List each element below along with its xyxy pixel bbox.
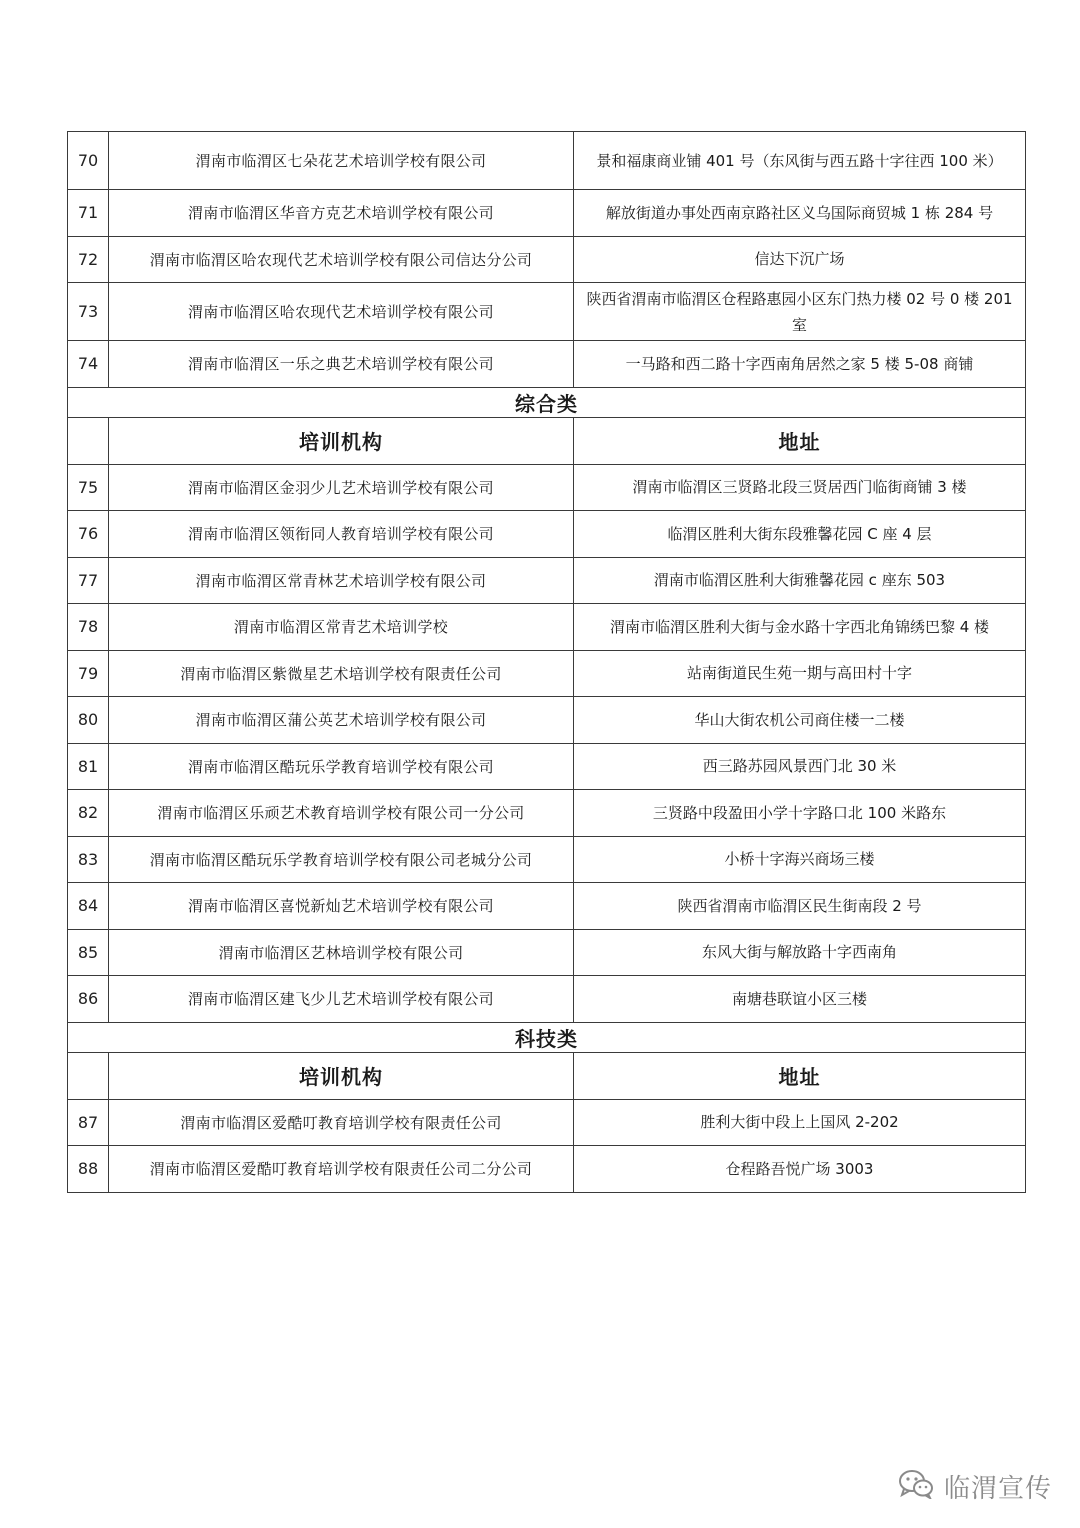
- institution-address: 胜利大街中段上上国风 2-202: [574, 1099, 1026, 1146]
- row-number: 75: [68, 464, 109, 511]
- header-num-cell: [68, 1052, 109, 1099]
- table-row: [68, 1099, 1026, 1146]
- row-number: 84: [68, 883, 109, 930]
- table-row: [68, 836, 1026, 883]
- institution-address: 小桥十字海兴商场三楼: [574, 836, 1026, 883]
- table-body: [68, 132, 1026, 1193]
- institution-name: 渭南市临渭区一乐之典艺术培训学校有限公司: [109, 341, 574, 388]
- header-org: 培训机构: [109, 1052, 574, 1099]
- row-number: 80: [68, 697, 109, 744]
- table-row: [68, 976, 1026, 1023]
- institution-address: 陕西省渭南市临渭区仓程路惠园小区东门热力楼 02 号 0 楼 201 室: [574, 283, 1026, 341]
- row-number: 71: [68, 190, 109, 237]
- institution-name: 渭南市临渭区喜悦新灿艺术培训学校有限公司: [109, 883, 574, 930]
- row-number: 82: [68, 790, 109, 837]
- institution-address: 南塘巷联谊小区三楼: [574, 976, 1026, 1023]
- institution-address: 三贤路中段盈田小学十字路口北 100 米路东: [574, 790, 1026, 837]
- institution-name: 渭南市临渭区哈农现代艺术培训学校有限公司: [109, 283, 574, 341]
- row-number: 88: [68, 1146, 109, 1193]
- institution-address: 渭南市临渭区胜利大街雅馨花园 c 座东 503: [574, 557, 1026, 604]
- wechat-icon: [898, 1469, 934, 1503]
- table-row: [68, 557, 1026, 604]
- institution-name: 渭南市临渭区酷玩乐学教育培训学校有限公司: [109, 743, 574, 790]
- institution-name: 渭南市临渭区爱酷叮教育培训学校有限责任公司: [109, 1099, 574, 1146]
- table-row: [68, 1146, 1026, 1193]
- row-number: 81: [68, 743, 109, 790]
- category-row: [68, 1022, 1026, 1052]
- institution-address: 站南街道民生苑一期与高田村十字: [574, 650, 1026, 697]
- table-row: [68, 650, 1026, 697]
- institution-name: 渭南市临渭区金羽少儿艺术培训学校有限公司: [109, 464, 574, 511]
- institution-name: 渭南市临渭区领衔同人教育培训学校有限公司: [109, 511, 574, 558]
- table-row: [68, 190, 1026, 237]
- institution-name: 渭南市临渭区常青林艺术培训学校有限公司: [109, 557, 574, 604]
- category-title: 科技类: [68, 1022, 1026, 1052]
- institution-address: 西三路苏园风景西门北 30 米: [574, 743, 1026, 790]
- table-row: [68, 236, 1026, 283]
- table-row: [68, 283, 1026, 341]
- header-addr: 地址: [574, 417, 1026, 464]
- table-row: [68, 743, 1026, 790]
- institution-name: 渭南市临渭区哈农现代艺术培训学校有限公司信达分公司: [109, 236, 574, 283]
- row-number: 78: [68, 604, 109, 651]
- row-number: 76: [68, 511, 109, 558]
- institution-address: 景和福康商业铺 401 号（东风街与西五路十字往西 100 米）: [574, 132, 1026, 190]
- watermark-text: 临渭宣传: [944, 1473, 1053, 1504]
- institution-address: 信达下沉广场: [574, 236, 1026, 283]
- table-row: [68, 790, 1026, 837]
- table-row: [68, 464, 1026, 511]
- institution-name: 渭南市临渭区七朵花艺术培训学校有限公司: [109, 132, 574, 190]
- category-row: [68, 387, 1026, 417]
- institution-name: 渭南市临渭区乐顽艺术教育培训学校有限公司一分公司: [109, 790, 574, 837]
- column-header-row: [68, 1052, 1026, 1099]
- category-title: 综合类: [68, 387, 1026, 417]
- table-row: [68, 697, 1026, 744]
- row-number: 83: [68, 836, 109, 883]
- header-org: 培训机构: [109, 417, 574, 464]
- institution-name: 渭南市临渭区常青艺术培训学校: [109, 604, 574, 651]
- header-addr: 地址: [574, 1052, 1026, 1099]
- institution-address: 临渭区胜利大街东段雅馨花园 C 座 4 层: [574, 511, 1026, 558]
- table-row: [68, 511, 1026, 558]
- table-row: [68, 341, 1026, 388]
- institution-address: 东风大街与解放路十字西南角: [574, 929, 1026, 976]
- table-row: [68, 883, 1026, 930]
- institution-name: 渭南市临渭区华音方克艺术培训学校有限公司: [109, 190, 574, 237]
- row-number: 74: [68, 341, 109, 388]
- column-header-row: [68, 417, 1026, 464]
- institution-name: 渭南市临渭区建飞少儿艺术培训学校有限公司: [109, 976, 574, 1023]
- header-num-cell: [68, 417, 109, 464]
- watermark: [898, 1466, 1052, 1506]
- table-row: [68, 604, 1026, 651]
- institution-address: 华山大街农机公司商住楼一二楼: [574, 697, 1026, 744]
- row-number: 86: [68, 976, 109, 1023]
- institution-address: 一马路和西二路十字西南角居然之家 5 楼 5-08 商铺: [574, 341, 1026, 388]
- institution-address: 仓程路吾悦广场 3003: [574, 1146, 1026, 1193]
- row-number: 79: [68, 650, 109, 697]
- table-row: [68, 929, 1026, 976]
- institution-address: 渭南市临渭区三贤路北段三贤居西门临街商铺 3 楼: [574, 464, 1026, 511]
- institution-address: 渭南市临渭区胜利大街与金水路十字西北角锦绣巴黎 4 楼: [574, 604, 1026, 651]
- row-number: 87: [68, 1099, 109, 1146]
- institution-name: 渭南市临渭区酷玩乐学教育培训学校有限公司老城分公司: [109, 836, 574, 883]
- institution-address: 解放街道办事处西南京路社区义乌国际商贸城 1 栋 284 号: [574, 190, 1026, 237]
- institution-name: 渭南市临渭区紫微星艺术培训学校有限责任公司: [109, 650, 574, 697]
- institution-table: [67, 131, 1026, 1193]
- table-row: [68, 132, 1026, 190]
- row-number: 70: [68, 132, 109, 190]
- institution-address: 陕西省渭南市临渭区民生街南段 2 号: [574, 883, 1026, 930]
- row-number: 85: [68, 929, 109, 976]
- row-number: 72: [68, 236, 109, 283]
- institution-name: 渭南市临渭区蒲公英艺术培训学校有限公司: [109, 697, 574, 744]
- institution-name: 渭南市临渭区艺林培训学校有限公司: [109, 929, 574, 976]
- row-number: 73: [68, 283, 109, 341]
- institution-name: 渭南市临渭区爱酷叮教育培训学校有限责任公司二分公司: [109, 1146, 574, 1193]
- row-number: 77: [68, 557, 109, 604]
